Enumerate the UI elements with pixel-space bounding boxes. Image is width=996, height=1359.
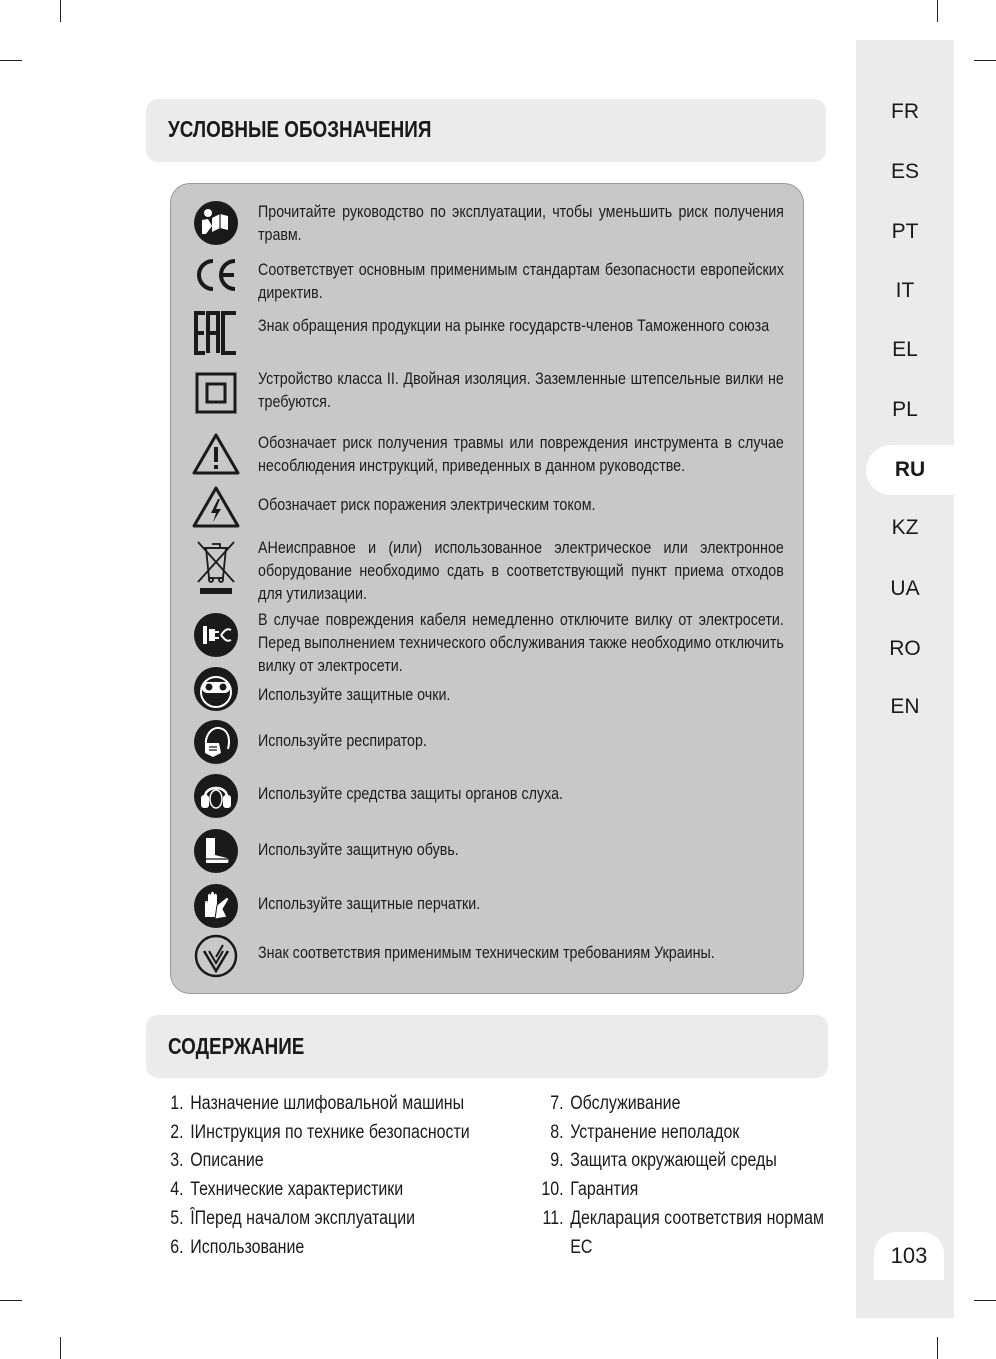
- symbol-description: Обозначает риск поражения электрическим током.: [258, 495, 596, 514]
- symbols-panel: [170, 183, 804, 994]
- lang-tab-pt[interactable]: PT: [891, 220, 919, 243]
- crop-mark: [0, 60, 22, 61]
- crop-mark: [60, 1337, 61, 1359]
- unplug-icon: [191, 610, 241, 660]
- warning-triangle-icon: [191, 429, 241, 479]
- symbol-description: АНеисправное и (или) использованное электрическое или электронное оборудование необходимо сдать в соответствующий пункт приема отходов для утилизации.: [258, 538, 784, 603]
- lang-tab-ru[interactable]: RU: [866, 445, 954, 495]
- ukraine-conformity-mark-icon: [191, 931, 241, 981]
- lang-tab-ua[interactable]: UA: [890, 577, 920, 600]
- crop-mark: [974, 60, 996, 61]
- symbol-description: Устройство класса II. Двойная изоляция. Заземленные штепсельные вилки не требуются.: [258, 369, 784, 411]
- symbol-description: Знак обращения продукции на рынке государств-членов Таможенного союза: [258, 316, 770, 335]
- class-ii-double-insulation-icon: [191, 368, 241, 418]
- safety-boots-icon: [191, 826, 241, 876]
- toc-item[interactable]: 2. ІИнструкция по технике безопасности: [170, 1122, 470, 1143]
- crop-mark: [60, 0, 61, 22]
- weee-crossed-bin-icon: [191, 538, 241, 598]
- lang-tab-el[interactable]: EL: [892, 338, 918, 361]
- symbol-description: Используйте защитные очки.: [258, 685, 451, 704]
- toc-item[interactable]: 1. Назначение шлифовальной машины: [170, 1093, 465, 1114]
- contents-section-title: СОДЕРЖАНИЕ: [168, 1033, 305, 1059]
- toc-item[interactable]: 7. Обслуживание: [550, 1093, 681, 1114]
- toc-item[interactable]: 11. Декларация соответствия нормам: [542, 1208, 824, 1229]
- toc-item[interactable]: 5. ÎПеред началом эксплуатации: [170, 1208, 416, 1229]
- symbol-description: Знак соответствия применимым техническим требованиям Украины.: [258, 943, 715, 962]
- respirator-icon: [191, 717, 241, 767]
- lang-tab-fr[interactable]: FR: [891, 100, 919, 123]
- symbols-section-title: УСЛОВНЫЕ ОБОЗНАЧЕНИЯ: [168, 116, 432, 142]
- symbol-description: Используйте защитные перчатки.: [258, 894, 481, 913]
- crop-mark: [0, 1300, 22, 1301]
- toc-item[interactable]: 4. Технические характеристики: [170, 1179, 404, 1200]
- symbol-description: Используйте защитную обувь.: [258, 840, 459, 859]
- crop-mark: [937, 1337, 938, 1359]
- lang-tab-en[interactable]: EN: [890, 695, 920, 718]
- lang-tab-es[interactable]: ES: [890, 160, 919, 183]
- crop-mark: [937, 0, 938, 22]
- symbol-description: Используйте респиратор.: [258, 731, 427, 750]
- eac-mark-icon: [191, 307, 241, 359]
- symbol-description: Прочитайте руководство по эксплуатации, чтобы уменьшить риск получения травм.: [258, 202, 784, 244]
- ear-protection-icon: [191, 771, 241, 821]
- toc-item[interactable]: 9. Защита окружающей среды: [550, 1150, 777, 1171]
- symbol-description: Обозначает риск получения травмы или повреждения инструмента в случае несоблюдения инструкций, приведенных в данном руководстве.: [258, 433, 784, 475]
- toc-item: ЕС: [570, 1237, 593, 1258]
- ce-mark-icon: [191, 250, 241, 300]
- symbol-description: Соответствует основным применимым стандартам безопасности европейских директив.: [258, 260, 784, 302]
- toc-item[interactable]: 6. Использование: [170, 1237, 305, 1258]
- language-sidebar: [856, 40, 954, 1318]
- page-number: 103: [874, 1232, 944, 1280]
- lang-tab-it[interactable]: IT: [895, 279, 915, 302]
- safety-goggles-icon: [191, 664, 241, 714]
- symbol-description: Используйте средства защиты органов слуха.: [258, 784, 563, 803]
- crop-mark: [974, 1300, 996, 1301]
- lang-tab-kz[interactable]: KZ: [891, 516, 919, 539]
- lang-tab-ro[interactable]: RO: [889, 637, 921, 660]
- toc-item[interactable]: 8. Устранение неполадок: [550, 1122, 740, 1143]
- safety-gloves-icon: [191, 881, 241, 931]
- read-manual-icon: [191, 198, 241, 248]
- electric-shock-warning-icon: [191, 482, 241, 532]
- toc-item[interactable]: 10. Гарантия: [541, 1179, 639, 1200]
- symbol-description: В случае повреждения кабеля немедленно отключите вилку от электросети. Перед выполнением технического обслуживания также необходимо отключить вилку от электросети.: [258, 610, 784, 675]
- lang-tab-pl[interactable]: PL: [892, 398, 918, 421]
- toc-item[interactable]: 3. Описание: [170, 1150, 264, 1171]
